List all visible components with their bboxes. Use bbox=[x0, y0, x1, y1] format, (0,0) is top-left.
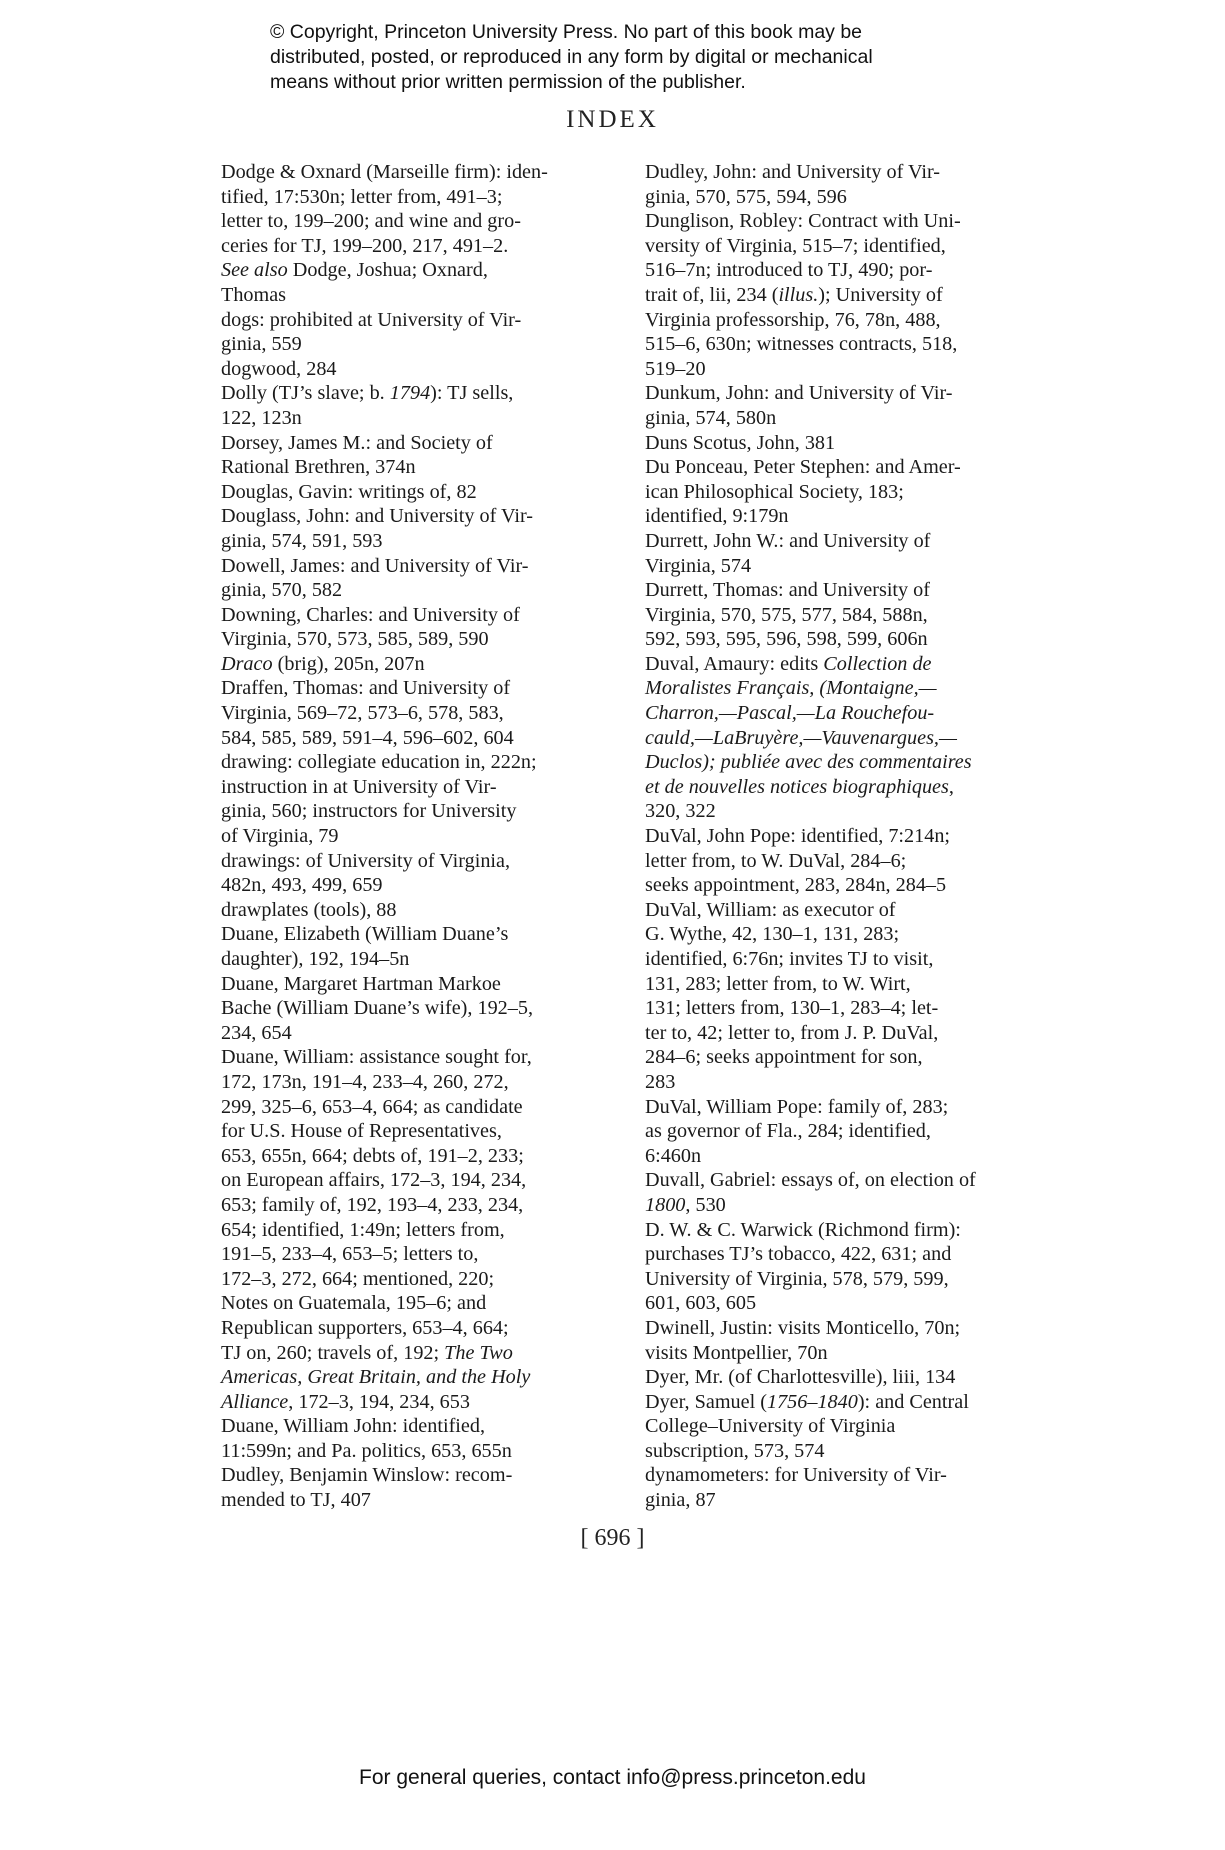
text-run: ginia, 570, 582 bbox=[221, 579, 343, 602]
index-entry-line bbox=[221, 1439, 621, 1464]
index-entry-line bbox=[645, 1095, 1065, 1120]
text-run: tified, 17:530n; letter from, 491–3; bbox=[221, 185, 503, 208]
copyright-notice bbox=[270, 20, 970, 95]
index-entry-line bbox=[645, 1218, 1065, 1243]
index-entry-line bbox=[645, 1463, 1065, 1488]
text-run: 299, 325–6, 653–4, 664; as candidate bbox=[221, 1095, 523, 1118]
text-run: 172, 173n, 191–4, 233–4, 260, 272, bbox=[221, 1070, 509, 1093]
text-run: ginia, 87 bbox=[645, 1489, 716, 1512]
index-entry-line bbox=[645, 308, 1065, 333]
index-entry-line bbox=[645, 898, 1065, 923]
index-entry-line bbox=[645, 283, 1065, 308]
text-run: 584, 585, 589, 591–4, 596–602, 604 bbox=[221, 726, 514, 749]
index-entry-line bbox=[221, 504, 621, 529]
text-run: College–University of Virginia bbox=[645, 1415, 896, 1438]
index-entry-line bbox=[645, 996, 1065, 1021]
text-run: Durrett, Thomas: and University of bbox=[645, 579, 931, 602]
index-column-left bbox=[221, 160, 621, 1513]
text-run: ter to, 42; letter to, from J. P. DuVal, bbox=[645, 1021, 939, 1044]
index-entry-line bbox=[221, 234, 621, 259]
italic-text: 1756–1840 bbox=[766, 1390, 858, 1413]
index-entry bbox=[645, 898, 1065, 1095]
index-entry-line bbox=[221, 431, 621, 456]
index-entry-line bbox=[645, 750, 1065, 775]
text-run: dynamometers: for University of Vir- bbox=[645, 1464, 947, 1487]
text-run: for U.S. House of Representatives, bbox=[221, 1120, 502, 1143]
index-entry bbox=[645, 381, 1065, 430]
index-entry-line bbox=[645, 381, 1065, 406]
text-run: ): TJ sells, bbox=[430, 382, 514, 405]
index-entry-line bbox=[221, 726, 621, 751]
text-run: Duvall, Gabriel: essays of, on election of bbox=[645, 1169, 976, 1192]
text-run: 320, 322 bbox=[645, 800, 716, 823]
text-run: Dodge & Oxnard (Marseille firm): iden- bbox=[221, 161, 548, 183]
index-entry-line bbox=[645, 1488, 1065, 1513]
index-entry-line bbox=[221, 406, 621, 431]
index-entry bbox=[645, 1316, 1065, 1365]
index-entry-line bbox=[221, 1193, 621, 1218]
text-run: 654; identified, 1:49n; letters from, bbox=[221, 1218, 505, 1241]
running-head: INDEX bbox=[566, 106, 659, 133]
index-entry-line bbox=[645, 1267, 1065, 1292]
index-entry bbox=[645, 1095, 1065, 1169]
index-entry-line bbox=[221, 1267, 621, 1292]
index-entry-line bbox=[221, 1463, 621, 1488]
text-run: Duane, Elizabeth (William Duane’s bbox=[221, 923, 509, 946]
italic-text: cauld,—LaBruyère,—Vauvenargues,— bbox=[645, 726, 957, 749]
index-column-right bbox=[645, 160, 1065, 1513]
index-entry-line bbox=[645, 406, 1065, 431]
text-run: DuVal, William Pope: family of, 283; bbox=[645, 1095, 949, 1118]
index-entry-line bbox=[645, 1070, 1065, 1095]
index-entry-line bbox=[645, 922, 1065, 947]
text-run: Bache (William Duane’s wife), 192–5, bbox=[221, 997, 533, 1020]
index-entry-line bbox=[221, 676, 621, 701]
text-run: drawings: of University of Virginia, bbox=[221, 849, 511, 872]
index-entry-line bbox=[645, 1414, 1065, 1439]
index-entry-line bbox=[221, 1414, 621, 1439]
index-entry-line bbox=[221, 799, 621, 824]
index-entry-line bbox=[645, 627, 1065, 652]
index-entry-line bbox=[221, 947, 621, 972]
text-run: visits Montpellier, 70n bbox=[645, 1341, 828, 1364]
text-run: Dorsey, James M.: and Society of bbox=[221, 431, 493, 454]
index-entry bbox=[645, 1390, 1065, 1464]
text-run: Notes on Guatemala, 195–6; and bbox=[221, 1292, 487, 1315]
index-entry-line bbox=[645, 1341, 1065, 1366]
text-run: 516–7n; introduced to TJ, 490; por- bbox=[645, 259, 933, 282]
text-run: ginia, 570, 575, 594, 596 bbox=[645, 185, 847, 208]
text-run: on European affairs, 172–3, 194, 234, bbox=[221, 1169, 527, 1192]
index-entry-line bbox=[645, 849, 1065, 874]
index-entry-line bbox=[221, 750, 621, 775]
text-run: 131, 283; letter from, to W. Wirt, bbox=[645, 972, 911, 995]
index-entry-line bbox=[221, 529, 621, 554]
text-run: 191–5, 233–4, 653–5; letters to, bbox=[221, 1243, 479, 1266]
text-run: TJ on, 260; travels of, 192; bbox=[221, 1341, 445, 1364]
text-run: Virginia, 574 bbox=[645, 554, 752, 577]
text-run: of Virginia, 79 bbox=[221, 825, 339, 848]
index-entry-line bbox=[221, 1365, 621, 1390]
text-run: 172–3, 272, 664; mentioned, 220; bbox=[221, 1267, 495, 1290]
text-run: 122, 123n bbox=[221, 406, 302, 429]
text-run: 11:599n; and Pa. politics, 653, 655n bbox=[221, 1439, 512, 1462]
text-run: Dowell, James: and University of Vir- bbox=[221, 554, 529, 577]
text-run: Duns Scotus, John, 381 bbox=[645, 431, 836, 454]
index-entry-line bbox=[645, 185, 1065, 210]
index-entry-line bbox=[645, 431, 1065, 456]
index-entry-line bbox=[221, 898, 621, 923]
text-run: Dyer, Samuel ( bbox=[645, 1390, 767, 1413]
index-entry-line bbox=[645, 209, 1065, 234]
index-entry bbox=[645, 1218, 1065, 1316]
text-run: Du Ponceau, Peter Stephen: and Amer- bbox=[645, 456, 961, 479]
index-entry-line bbox=[645, 1316, 1065, 1341]
text-run: ceries for TJ, 199–200, 217, 491–2. bbox=[221, 234, 509, 257]
italic-text: Collection de bbox=[823, 652, 932, 675]
index-entry bbox=[221, 898, 621, 923]
italic-text: Duclos); publiée avec des commentaires bbox=[645, 751, 972, 774]
index-entry bbox=[221, 652, 621, 677]
index-entry-line bbox=[645, 1242, 1065, 1267]
text-run: Dunglison, Robley: Contract with Uni- bbox=[645, 210, 961, 233]
text-run: ginia, 560; instructors for University bbox=[221, 800, 517, 823]
text-run: University of Virginia, 578, 579, 599, bbox=[645, 1267, 949, 1290]
text-run: 6:460n bbox=[645, 1144, 702, 1167]
text-run: trait of, lii, 234 ( bbox=[645, 283, 779, 306]
index-entry-line bbox=[645, 480, 1065, 505]
text-run: 592, 593, 595, 596, 598, 599, 606n bbox=[645, 628, 928, 651]
footer-contact: For general queries, contact info@press.princeton.edu bbox=[359, 1766, 866, 1789]
index-entry-line bbox=[221, 357, 621, 382]
italic-text: 1800 bbox=[645, 1193, 686, 1216]
text-run: mended to TJ, 407 bbox=[221, 1489, 371, 1512]
index-entry-line bbox=[645, 726, 1065, 751]
index-entry-line bbox=[221, 1168, 621, 1193]
copyright-line: © Copyright, Princeton University Press. No part of this book may be bbox=[270, 21, 863, 43]
text-run: identified, 6:76n; invites TJ to visit, bbox=[645, 948, 934, 970]
index-entry-line bbox=[221, 1488, 621, 1513]
index-entry bbox=[645, 1365, 1065, 1390]
text-run: Virginia professorship, 76, 78n, 488, bbox=[645, 308, 941, 331]
index-entry bbox=[221, 431, 621, 480]
index-entry bbox=[221, 603, 621, 652]
text-run: DuVal, William: as executor of bbox=[645, 898, 896, 921]
index-entry-line bbox=[221, 258, 621, 283]
text-run: 653; family of, 192, 193–4, 233, 234, bbox=[221, 1193, 524, 1216]
index-entry bbox=[221, 1463, 621, 1512]
text-run: daughter), 192, 194–5n bbox=[221, 948, 410, 970]
index-entry bbox=[221, 504, 621, 553]
text-run: (brig), 205n, 207n bbox=[272, 652, 425, 675]
index-entry-line bbox=[221, 972, 621, 997]
text-run: purchases TJ’s tobacco, 422, 631; and bbox=[645, 1243, 952, 1266]
index-entry-line bbox=[221, 1045, 621, 1070]
index-entry-line bbox=[221, 627, 621, 652]
index-entry-line bbox=[221, 1021, 621, 1046]
text-run: ginia, 574, 591, 593 bbox=[221, 529, 383, 552]
index-entry-line bbox=[221, 775, 621, 800]
index-entry-line bbox=[645, 1365, 1065, 1390]
italic-text: Americas, Great Britain, and the Holy bbox=[221, 1366, 531, 1389]
index-entry-line bbox=[221, 1291, 621, 1316]
italic-text: illus. bbox=[778, 283, 819, 306]
index-entry-line bbox=[221, 480, 621, 505]
text-run: Dodge, Joshua; Oxnard, bbox=[287, 259, 488, 282]
italic-text: Alliance bbox=[221, 1390, 289, 1413]
index-entry bbox=[645, 455, 1065, 529]
italic-text: 1794 bbox=[389, 382, 431, 405]
index-entry-line bbox=[221, 1144, 621, 1169]
text-run: 515–6, 630n; witnesses contracts, 518, bbox=[645, 333, 958, 356]
text-run: Douglass, John: and University of Vir- bbox=[221, 505, 534, 528]
text-run: 234, 654 bbox=[221, 1021, 292, 1044]
index-entry-line bbox=[645, 1439, 1065, 1464]
text-run: , 530 bbox=[685, 1193, 726, 1216]
page-number: [ 696 ] bbox=[580, 1525, 645, 1551]
index-entry-line bbox=[645, 455, 1065, 480]
index-entry-line bbox=[221, 603, 621, 628]
index-entry-line bbox=[221, 455, 621, 480]
index-entry bbox=[221, 922, 621, 971]
index-entry-line bbox=[645, 603, 1065, 628]
index-entry-line bbox=[645, 357, 1065, 382]
index-entry-line bbox=[221, 996, 621, 1021]
index-entry bbox=[221, 849, 621, 898]
index-entry-line bbox=[221, 209, 621, 234]
index-entry-line bbox=[645, 258, 1065, 283]
index-entry-line bbox=[221, 554, 621, 579]
text-run: Thomas bbox=[221, 283, 287, 306]
text-run: as governor of Fla., 284; identified, bbox=[645, 1120, 931, 1143]
text-run: 283 bbox=[645, 1070, 676, 1093]
index-entry-line bbox=[221, 1390, 621, 1415]
index-entry-line bbox=[645, 554, 1065, 579]
text-run: versity of Virginia, 515–7; identified, bbox=[645, 234, 946, 257]
text-run: Dolly (TJ’s slave; b. bbox=[221, 382, 390, 405]
index-entry-line bbox=[645, 1193, 1065, 1218]
text-run: G. Wythe, 42, 130–1, 131, 283; bbox=[645, 923, 900, 946]
text-run: D. W. & C. Warwick (Richmond firm): bbox=[645, 1218, 961, 1241]
italic-text: Moralistes Français, (Montaigne,— bbox=[645, 677, 937, 700]
index-entry bbox=[645, 529, 1065, 578]
text-run: Virginia, 570, 573, 585, 589, 590 bbox=[221, 628, 489, 651]
text-run: letter to, 199–200; and wine and gro- bbox=[221, 210, 521, 233]
text-run: , 172–3, 194, 234, 653 bbox=[288, 1390, 470, 1413]
index-entry bbox=[645, 160, 1065, 209]
index-entry-line bbox=[645, 1045, 1065, 1070]
text-run: subscription, 573, 574 bbox=[645, 1439, 825, 1462]
index-entry-line bbox=[221, 185, 621, 210]
index-entry-line bbox=[221, 1242, 621, 1267]
index-entry-line bbox=[645, 972, 1065, 997]
index-entry bbox=[645, 209, 1065, 381]
index-entry-line bbox=[645, 160, 1065, 185]
text-run: Dudley, John: and University of Vir- bbox=[645, 161, 940, 183]
index-entry-line bbox=[645, 1168, 1065, 1193]
text-run: instruction in at University of Vir- bbox=[221, 775, 497, 798]
index-entry-line bbox=[645, 1119, 1065, 1144]
text-run: 131; letters from, 130–1, 283–4; let- bbox=[645, 997, 939, 1020]
text-run: Dwinell, Justin: visits Monticello, 70n; bbox=[645, 1316, 961, 1339]
text-run: Downing, Charles: and University of bbox=[221, 603, 520, 626]
index-entry-line bbox=[645, 1021, 1065, 1046]
text-run: seeks appointment, 283, 284n, 284–5 bbox=[645, 874, 947, 897]
text-run: Dunkum, John: and University of Vir- bbox=[645, 382, 953, 405]
index-entry bbox=[221, 480, 621, 505]
index-entry bbox=[221, 1414, 621, 1463]
text-run: Duane, Margaret Hartman Markoe bbox=[221, 972, 501, 995]
text-run: letter from, to W. DuVal, 284–6; bbox=[645, 849, 907, 872]
text-run: 519–20 bbox=[645, 357, 706, 380]
index-entry-line bbox=[221, 1341, 621, 1366]
index-entry-line bbox=[221, 849, 621, 874]
text-run: dogs: prohibited at University of Vir- bbox=[221, 308, 522, 331]
text-run: Virginia, 570, 575, 577, 584, 588n, bbox=[645, 603, 928, 626]
index-entry-line bbox=[645, 332, 1065, 357]
index-entry bbox=[221, 381, 621, 430]
index-entry-line bbox=[221, 308, 621, 333]
index-entry bbox=[221, 357, 621, 382]
index-entry bbox=[645, 431, 1065, 456]
index-entry-line bbox=[221, 1316, 621, 1341]
index-entry-line bbox=[645, 529, 1065, 554]
index-entry bbox=[221, 1045, 621, 1414]
index-entry-line bbox=[645, 701, 1065, 726]
italic-text: Charron,—Pascal,—La Rouchefou- bbox=[645, 702, 935, 725]
index-entry-line bbox=[645, 1144, 1065, 1169]
index-entry bbox=[221, 160, 621, 308]
text-run: Duval, Amaury: edits bbox=[645, 652, 824, 675]
index-entry-line bbox=[221, 652, 621, 677]
italic-text: et de nouvelles notices biographiques bbox=[645, 775, 949, 798]
index-entry bbox=[221, 308, 621, 357]
text-run: ginia, 574, 580n bbox=[645, 406, 777, 429]
text-run: dogwood, 284 bbox=[221, 357, 337, 380]
italic-text: Draco bbox=[221, 652, 273, 675]
text-run: 482n, 493, 499, 659 bbox=[221, 874, 383, 897]
index-entry-line bbox=[221, 283, 621, 308]
index-entry bbox=[645, 652, 1065, 824]
index-entry bbox=[645, 824, 1065, 898]
index-entry-line bbox=[221, 1119, 621, 1144]
italic-text: See also bbox=[221, 259, 288, 282]
italic-text: The Two bbox=[444, 1341, 513, 1364]
text-run: DuVal, John Pope: identified, 7:214n; bbox=[645, 825, 951, 848]
index-entry bbox=[645, 1168, 1065, 1217]
index-entry bbox=[645, 1463, 1065, 1512]
index-entry-line bbox=[221, 701, 621, 726]
text-run: Durrett, John W.: and University of bbox=[645, 529, 931, 552]
text-run: 653, 655n, 664; debts of, 191–2, 233; bbox=[221, 1144, 524, 1167]
text-run: Dyer, Mr. (of Charlottesville), liii, 134 bbox=[645, 1366, 956, 1389]
text-run: Douglas, Gavin: writings of, 82 bbox=[221, 480, 477, 503]
index-entry bbox=[221, 750, 621, 848]
index-entry-line bbox=[645, 504, 1065, 529]
index-entry bbox=[645, 578, 1065, 652]
text-run: ); University of bbox=[818, 283, 943, 306]
index-entry-line bbox=[645, 676, 1065, 701]
text-run: Duane, William John: identified, bbox=[221, 1415, 486, 1438]
index-entry-line bbox=[221, 332, 621, 357]
text-run: Virginia, 569–72, 573–6, 578, 583, bbox=[221, 702, 504, 725]
index-entry-line bbox=[645, 775, 1065, 800]
index-entry-line bbox=[221, 1070, 621, 1095]
text-run: ginia, 559 bbox=[221, 333, 302, 356]
index-entry bbox=[221, 676, 621, 750]
index-entry-line bbox=[221, 873, 621, 898]
copyright-line: means without prior written permission of the publisher. bbox=[270, 71, 746, 93]
index-entry-line bbox=[645, 873, 1065, 898]
index-entry-line bbox=[221, 824, 621, 849]
index-entry-line bbox=[221, 381, 621, 406]
index-entry-line bbox=[221, 578, 621, 603]
index-entry-line bbox=[645, 947, 1065, 972]
index-entry-line bbox=[645, 578, 1065, 603]
index-entry-line bbox=[645, 824, 1065, 849]
text-run: Dudley, Benjamin Winslow: recom- bbox=[221, 1464, 513, 1487]
text-run: Draffen, Thomas: and University of bbox=[221, 677, 511, 700]
index-entry-line bbox=[221, 1218, 621, 1243]
index-entry-line bbox=[645, 1390, 1065, 1415]
text-run: Rational Brethren, 374n bbox=[221, 456, 416, 479]
index-entry-line bbox=[645, 799, 1065, 824]
copyright-line: distributed, posted, or reproduced in any form by digital or mechanical bbox=[270, 46, 873, 68]
text-run: , bbox=[948, 775, 954, 798]
text-run: 284–6; seeks appointment for son, bbox=[645, 1046, 923, 1069]
text-run: Duane, William: assistance sought for, bbox=[221, 1046, 532, 1069]
text-run: 601, 603, 605 bbox=[645, 1292, 757, 1315]
index-entry-line bbox=[221, 1095, 621, 1120]
text-run: drawplates (tools), 88 bbox=[221, 898, 397, 921]
text-run: identified, 9:179n bbox=[645, 505, 789, 528]
index-entry-line bbox=[645, 1291, 1065, 1316]
index-entry-line bbox=[645, 652, 1065, 677]
index-entry-line bbox=[645, 234, 1065, 259]
text-run: ican Philosophical Society, 183; bbox=[645, 480, 904, 503]
index-entry bbox=[221, 554, 621, 603]
text-run: ): and Central bbox=[857, 1390, 969, 1413]
index-entry bbox=[221, 972, 621, 1046]
index-entry-line bbox=[221, 160, 621, 185]
text-run: Republican supporters, 653–4, 664; bbox=[221, 1316, 509, 1339]
index-entry-line bbox=[221, 922, 621, 947]
text-run: drawing: collegiate education in, 222n; bbox=[221, 751, 537, 774]
